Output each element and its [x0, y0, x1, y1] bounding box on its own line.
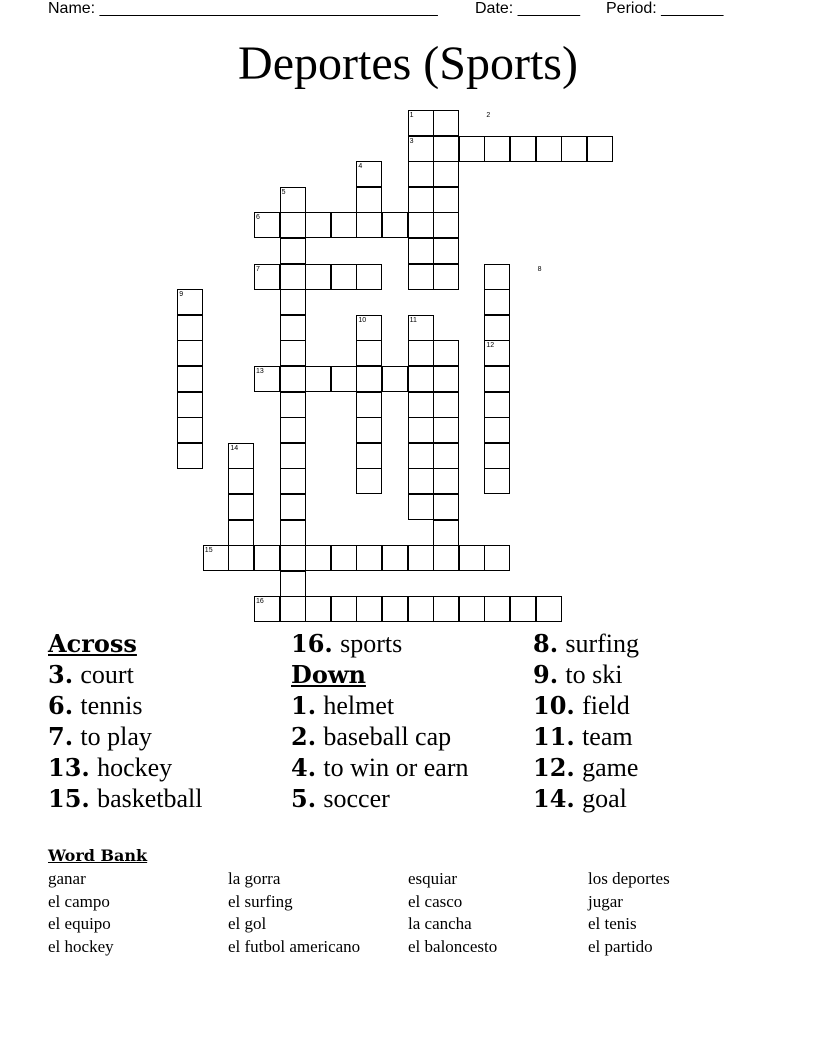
- cell-number: 3: [409, 137, 414, 145]
- grid-cell[interactable]: [536, 596, 562, 622]
- word-bank-item: la cancha: [408, 914, 472, 934]
- cell-number: 12: [486, 342, 495, 350]
- clue-number: 12.: [533, 753, 575, 782]
- grid-cell[interactable]: [433, 545, 459, 571]
- grid-cell[interactable]: [356, 596, 382, 622]
- grid-cell[interactable]: [433, 340, 459, 366]
- word-bank-item: el casco: [408, 891, 463, 911]
- date-field-label: Date: _______: [475, 0, 580, 17]
- grid-cell[interactable]: [280, 417, 306, 443]
- grid-cell[interactable]: [382, 545, 408, 571]
- clue-text: baseball cap: [323, 722, 452, 751]
- grid-cell[interactable]: [280, 238, 306, 264]
- clue-number: 8.: [533, 629, 559, 658]
- grid-cell[interactable]: [484, 315, 510, 341]
- clue-text: court: [80, 660, 134, 689]
- grid-cell[interactable]: [433, 264, 459, 290]
- page-title: Deportes (Sports): [238, 37, 578, 90]
- clues-column-1: [48, 628, 203, 814]
- clue-number: 6.: [48, 691, 74, 720]
- word-bank-item: el gol: [228, 914, 267, 934]
- grid-cell[interactable]: [331, 596, 357, 622]
- cell-number: 14: [230, 444, 239, 452]
- grid-cell[interactable]: [587, 136, 613, 162]
- grid-cell[interactable]: [280, 212, 306, 238]
- grid-cell[interactable]: [433, 136, 459, 162]
- clue-text: surfing: [565, 629, 640, 658]
- grid-cell[interactable]: [484, 264, 510, 290]
- word-bank-row: [48, 913, 768, 936]
- grid-cell[interactable]: [408, 212, 434, 238]
- grid-cell[interactable]: [356, 468, 382, 494]
- clue-number: 13.: [48, 753, 90, 782]
- grid-cell[interactable]: [331, 545, 357, 571]
- grid-cell[interactable]: [177, 443, 203, 469]
- grid-cell[interactable]: [280, 545, 306, 571]
- cell-number: 13: [256, 368, 264, 375]
- grid-cell[interactable]: [484, 545, 510, 571]
- cell-number: 8: [537, 265, 542, 273]
- grid-cell[interactable]: [510, 596, 536, 622]
- word-bank-item: jugar: [588, 891, 623, 911]
- clue-item: [533, 659, 639, 690]
- clue-text: game: [582, 753, 639, 782]
- cell-number: 16: [256, 598, 264, 606]
- grid-cell[interactable]: [280, 315, 306, 341]
- grid-cell[interactable]: [228, 468, 254, 494]
- clue-number: 15.: [48, 784, 90, 813]
- cell-number: 9: [179, 291, 184, 299]
- word-bank-item: el partido: [588, 937, 653, 957]
- clue-item: [48, 721, 203, 752]
- word-bank-item: ganar: [48, 869, 86, 888]
- grid-cell[interactable]: [408, 238, 434, 264]
- cell-number: 1: [409, 112, 414, 119]
- grid-cell[interactable]: [433, 161, 459, 187]
- grid-cell[interactable]: [331, 212, 357, 238]
- grid-cell[interactable]: [459, 596, 485, 622]
- clue-item: [291, 752, 469, 783]
- clue-number: 10.: [533, 691, 575, 720]
- clue-item: [533, 752, 639, 783]
- grid-cell[interactable]: [356, 212, 382, 238]
- grid-cell[interactable]: [408, 161, 434, 187]
- clue-text: sports: [340, 629, 403, 658]
- clue-item: [533, 721, 639, 752]
- word-bank-item: el surfing: [228, 891, 293, 911]
- grid-cell[interactable]: [433, 443, 459, 469]
- grid-cell[interactable]: [408, 187, 434, 213]
- clue-item: [291, 690, 469, 721]
- grid-cell[interactable]: [408, 392, 434, 418]
- clue-item: [291, 783, 469, 814]
- grid-cell[interactable]: [382, 596, 408, 622]
- clue-text: soccer: [323, 784, 390, 813]
- grid-cell[interactable]: [280, 392, 306, 418]
- word-bank-row: [48, 868, 768, 891]
- grid-cell[interactable]: [408, 417, 434, 443]
- cell-number: 4: [358, 163, 363, 171]
- word-bank-item: el equipo: [48, 914, 111, 934]
- grid-cell[interactable]: [280, 289, 306, 315]
- grid-cell[interactable]: [356, 545, 382, 571]
- grid-cell[interactable]: [433, 392, 459, 418]
- grid-cell[interactable]: [433, 366, 459, 392]
- grid-cell[interactable]: [331, 366, 357, 392]
- clue-text: hockey: [97, 753, 173, 782]
- grid-cell[interactable]: [280, 520, 306, 546]
- grid-cell[interactable]: [433, 494, 459, 520]
- grid-cell[interactable]: [331, 264, 357, 290]
- clue-text: goal: [582, 784, 627, 813]
- grid-cell[interactable]: [177, 366, 203, 392]
- name-field-label: Name: ______________________________________: [48, 0, 438, 17]
- clue-text: to win or earn: [323, 753, 469, 782]
- grid-cell[interactable]: [433, 110, 459, 136]
- clue-item: [533, 690, 639, 721]
- grid-cell[interactable]: [433, 596, 459, 622]
- clue-number: 16.: [291, 629, 333, 658]
- clue-number: 4.: [291, 753, 317, 782]
- grid-cell[interactable]: [408, 596, 434, 622]
- clue-item: [48, 783, 203, 814]
- clue-item: [291, 628, 469, 659]
- clue-item: [533, 783, 639, 814]
- grid-cell[interactable]: [408, 494, 434, 520]
- cell-number: 11: [409, 316, 417, 324]
- grid-cell[interactable]: [484, 136, 510, 162]
- word-bank-row: [48, 891, 768, 914]
- grid-cell[interactable]: [280, 494, 306, 520]
- word-bank-item: el baloncesto: [408, 937, 498, 957]
- cell-number: 10: [358, 316, 367, 324]
- clue-text: tennis: [80, 691, 143, 720]
- grid-cell[interactable]: [459, 545, 485, 571]
- cell-number: 6: [256, 214, 260, 222]
- grid-cell[interactable]: [305, 366, 331, 392]
- grid-cell[interactable]: [356, 340, 382, 366]
- grid-cell[interactable]: [484, 289, 510, 315]
- across-heading: Across: [48, 629, 137, 658]
- grid-cell[interactable]: [356, 264, 382, 290]
- grid-cell[interactable]: [305, 545, 331, 571]
- grid-cell[interactable]: [536, 136, 562, 162]
- clue-text: helmet: [323, 691, 395, 720]
- grid-cell[interactable]: [280, 596, 306, 622]
- word-bank: [48, 868, 768, 959]
- down-heading: Down: [291, 660, 366, 689]
- clue-number: 3.: [48, 660, 74, 689]
- clue-item: [533, 628, 639, 659]
- cell-number: 15: [204, 547, 213, 555]
- period-field-label: Period: _______: [606, 0, 724, 17]
- grid-cell[interactable]: [356, 417, 382, 443]
- clue-text: field: [582, 691, 630, 720]
- clue-text: to play: [80, 722, 152, 751]
- grid-cell[interactable]: [305, 264, 331, 290]
- cell-number: 7: [256, 265, 260, 273]
- word-bank-item: el hockey: [48, 937, 114, 957]
- grid-cell[interactable]: [228, 520, 254, 546]
- grid-cell[interactable]: [408, 545, 434, 571]
- grid-cell[interactable]: [305, 596, 331, 622]
- grid-cell[interactable]: [305, 212, 331, 238]
- grid-cell[interactable]: [280, 443, 306, 469]
- word-bank-row: [48, 936, 768, 959]
- clue-item: [48, 659, 203, 690]
- word-bank-item: el futbol americano: [228, 937, 361, 957]
- clue-number: 7.: [48, 722, 74, 751]
- grid-cell[interactable]: [408, 340, 434, 366]
- grid-cell[interactable]: [433, 520, 459, 546]
- grid-cell[interactable]: [254, 545, 280, 571]
- grid-cell[interactable]: [408, 264, 434, 290]
- grid-cell[interactable]: [177, 417, 203, 443]
- clue-text: to ski: [565, 660, 623, 689]
- clue-number: 1.: [291, 691, 317, 720]
- grid-cell[interactable]: [408, 366, 434, 392]
- clues-column-3: [533, 628, 639, 814]
- grid-cell[interactable]: [433, 468, 459, 494]
- grid-cell[interactable]: [433, 417, 459, 443]
- clue-text: team: [582, 722, 633, 751]
- cell-number: 2: [486, 112, 491, 119]
- grid-cell[interactable]: [177, 340, 203, 366]
- clue-item: [48, 752, 203, 783]
- grid-cell[interactable]: [382, 366, 408, 392]
- grid-cell[interactable]: [484, 468, 510, 494]
- clue-number: 5.: [291, 784, 317, 813]
- clue-text: basketball: [97, 784, 203, 813]
- grid-cell[interactable]: [177, 392, 203, 418]
- grid-cell[interactable]: [433, 187, 459, 213]
- grid-cell[interactable]: [280, 571, 306, 597]
- clue-number: 14.: [533, 784, 575, 813]
- word-bank-title: Word Bank: [48, 846, 148, 865]
- grid-cell[interactable]: [484, 443, 510, 469]
- grid-cell[interactable]: [408, 443, 434, 469]
- grid-cell[interactable]: [280, 340, 306, 366]
- grid-cell[interactable]: [484, 417, 510, 443]
- clues-column-2: [291, 628, 469, 814]
- grid-cell[interactable]: [433, 238, 459, 264]
- grid-cell[interactable]: [356, 366, 382, 392]
- clue-number: 2.: [291, 722, 317, 751]
- word-bank-item: la gorra: [228, 869, 281, 888]
- word-bank-item: el campo: [48, 891, 110, 911]
- grid-cell[interactable]: [177, 315, 203, 341]
- grid-cell[interactable]: [356, 187, 382, 213]
- word-bank-item: esquiar: [408, 869, 458, 888]
- grid-cell[interactable]: [280, 366, 306, 392]
- grid-cell[interactable]: [356, 392, 382, 418]
- grid-cell[interactable]: [228, 494, 254, 520]
- grid-cell[interactable]: [356, 443, 382, 469]
- grid-cell[interactable]: [280, 468, 306, 494]
- grid-cell[interactable]: [280, 264, 306, 290]
- cell-number: 5: [281, 188, 286, 196]
- grid-cell[interactable]: [484, 392, 510, 418]
- clue-number: 9.: [533, 660, 559, 689]
- word-bank-item: el tenis: [588, 914, 637, 934]
- grid-cell[interactable]: [561, 136, 587, 162]
- grid-cell[interactable]: [484, 366, 510, 392]
- grid-cell[interactable]: [382, 212, 408, 238]
- grid-cell[interactable]: [408, 468, 434, 494]
- clue-item: [48, 690, 203, 721]
- grid-cell[interactable]: [228, 545, 254, 571]
- clue-number: 11.: [533, 722, 575, 751]
- grid-cell[interactable]: [433, 212, 459, 238]
- grid-cell[interactable]: [510, 136, 536, 162]
- grid-cell[interactable]: [459, 136, 485, 162]
- clue-item: [291, 721, 469, 752]
- word-bank-item: los deportes: [588, 869, 670, 888]
- grid-cell[interactable]: [484, 596, 510, 622]
